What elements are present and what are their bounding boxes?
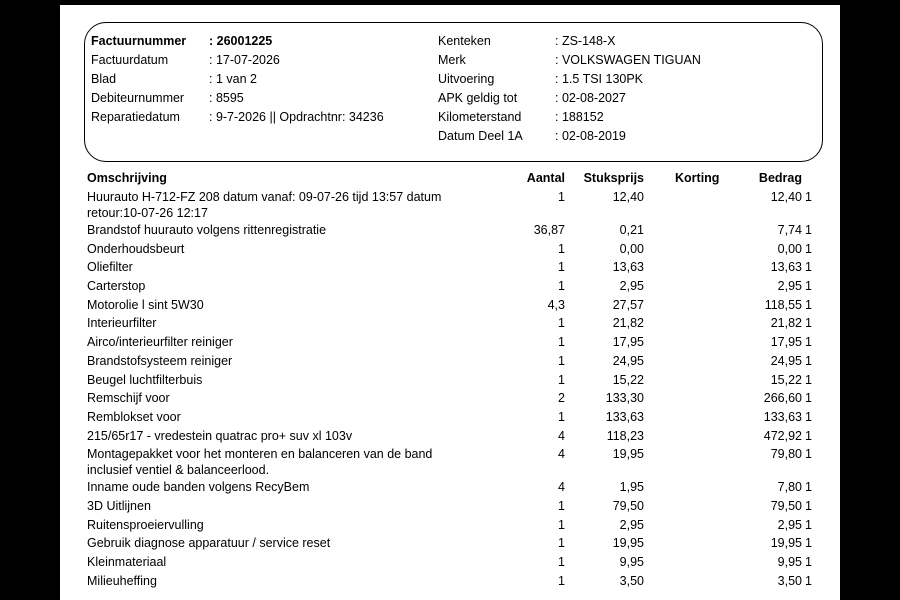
line-vat-code: 1 — [805, 241, 812, 256]
invoice-page — [60, 5, 840, 600]
line-quantity: 1 — [558, 241, 565, 256]
line-unit-price: 0,21 — [619, 223, 644, 237]
mileage-value: : 188152 — [555, 110, 604, 124]
line-unit-price: 17,95 — [612, 335, 644, 350]
line-amount: 24,95 — [770, 353, 802, 368]
apk-valid-label: APK geldig tot — [438, 91, 518, 105]
line-unit-price: 12,40 — [612, 190, 644, 204]
debtor-number-label: Debiteurnummer — [91, 91, 185, 105]
line-description: Interieurfilter — [87, 316, 157, 331]
line-vat-code: 1 — [805, 316, 812, 331]
line-vat-code: 1 — [805, 536, 812, 551]
line-quantity: 1 — [558, 316, 565, 331]
line-description: Airco/interieurfilter reiniger — [87, 335, 233, 350]
line-amount: 9,95 — [777, 555, 802, 569]
line-quantity: 1 — [558, 409, 565, 424]
line-amount: 7,80 — [777, 480, 802, 495]
table-row — [60, 334, 840, 353]
line-vat-code: 1 — [805, 353, 812, 368]
line-amount: 2,95 — [777, 279, 802, 294]
table-row — [60, 479, 840, 498]
table-row — [60, 446, 840, 479]
brand-value: : VOLKSWAGEN TIGUAN — [555, 53, 701, 67]
line-unit-price: 1,95 — [619, 480, 644, 495]
line-unit-price: 24,95 — [612, 353, 644, 368]
table-row — [60, 241, 840, 260]
line-quantity: 1 — [558, 498, 565, 513]
license-plate-label: Kenteken — [438, 34, 491, 48]
table-row — [60, 573, 840, 592]
line-vat-code: 1 — [805, 409, 812, 424]
line-description: Brandstof huurauto volgens rittenregistratie — [87, 223, 327, 237]
line-amount: 0,00 — [777, 241, 802, 256]
repair-date-label: Reparatiedatum — [91, 110, 180, 124]
line-unit-price: 2,95 — [619, 517, 644, 532]
line-amount: 79,80 — [770, 447, 802, 462]
table-row — [60, 498, 840, 517]
table-row — [60, 554, 840, 573]
line-amount: 7,74 — [777, 223, 802, 237]
line-quantity: 1 — [558, 279, 565, 294]
line-vat-code: 1 — [805, 297, 812, 312]
page-value: : 1 van 2 — [209, 72, 257, 86]
line-amount: 19,95 — [770, 536, 802, 551]
table-row — [60, 372, 840, 391]
line-quantity: 2 — [558, 391, 565, 406]
line-quantity: 1 — [558, 517, 565, 532]
debtor-number-value: : 8595 — [209, 91, 244, 105]
line-unit-price: 133,30 — [605, 391, 644, 406]
line-quantity: 4 — [558, 480, 565, 495]
column-header-amount: Bedrag — [758, 171, 802, 185]
line-unit-price: 19,95 — [612, 536, 644, 551]
line-description: Brandstofsysteem reiniger — [87, 353, 233, 368]
line-description: Milieuheffing — [87, 573, 157, 588]
line-quantity: 1 — [558, 372, 565, 387]
line-quantity: 1 — [558, 260, 565, 275]
table-row — [60, 517, 840, 536]
line-quantity: 1 — [558, 555, 565, 569]
line-description: Remblokset voor — [87, 409, 181, 424]
line-vat-code: 1 — [805, 428, 812, 443]
invoice-lines — [60, 189, 840, 591]
line-unit-price: 19,95 — [612, 447, 644, 462]
line-quantity: 1 — [558, 353, 565, 368]
line-amount: 79,50 — [770, 498, 802, 513]
line-unit-price: 3,50 — [619, 573, 644, 588]
line-quantity: 36,87 — [533, 223, 565, 237]
table-row — [60, 222, 840, 241]
line-description: Kleinmateriaal — [87, 555, 167, 569]
table-row — [60, 353, 840, 372]
line-amount: 2,95 — [777, 517, 802, 532]
line-amount: 15,22 — [770, 372, 802, 387]
line-description: Onderhoudsbeurt — [87, 241, 185, 256]
line-vat-code: 1 — [805, 391, 812, 406]
line-quantity: 1 — [558, 190, 565, 204]
registration-date-value: : 02-08-2019 — [555, 129, 626, 143]
column-header-description: Omschrijving — [87, 171, 167, 185]
line-vat-code: 1 — [805, 223, 812, 237]
line-vat-code: 1 — [805, 279, 812, 294]
table-row — [60, 189, 840, 222]
line-amount: 472,92 — [763, 428, 802, 443]
line-vat-code: 1 — [805, 335, 812, 350]
line-unit-price: 0,00 — [619, 241, 644, 256]
line-amount: 17,95 — [770, 335, 802, 350]
invoice-date-value: : 17-07-2026 — [209, 53, 280, 67]
line-quantity: 4 — [558, 447, 565, 462]
table-row — [60, 390, 840, 409]
line-unit-price: 21,82 — [612, 316, 644, 331]
line-quantity: 1 — [558, 536, 565, 551]
invoice-header-box — [84, 22, 823, 162]
line-unit-price: 2,95 — [619, 279, 644, 294]
line-vat-code: 1 — [805, 447, 812, 462]
line-description: Montagepakket voor het monteren en balanceren van de band inclusief ventiel & balanceerlood. — [87, 447, 433, 478]
line-description: Gebruik diagnose apparatuur / service reset — [87, 536, 331, 551]
registration-date-label: Datum Deel 1A — [438, 129, 523, 143]
line-quantity: 4,3 — [547, 297, 565, 312]
line-quantity: 4 — [558, 428, 565, 443]
column-header-discount: Korting — [675, 171, 720, 185]
line-amount: 3,50 — [777, 573, 802, 588]
line-vat-code: 1 — [805, 260, 812, 275]
version-label: Uitvoering — [438, 72, 495, 86]
line-description: Beugel luchtfilterbuis — [87, 372, 203, 387]
brand-label: Merk — [438, 53, 466, 67]
line-vat-code: 1 — [805, 498, 812, 513]
line-unit-price: 15,22 — [612, 372, 644, 387]
line-unit-price: 133,63 — [605, 409, 644, 424]
table-row — [60, 315, 840, 334]
version-value: : 1.5 TSI 130PK — [555, 72, 644, 86]
mileage-label: Kilometerstand — [438, 110, 522, 124]
table-row — [60, 278, 840, 297]
line-quantity: 1 — [558, 573, 565, 588]
line-unit-price: 13,63 — [612, 260, 644, 275]
repair-date-value: : 9-7-2026 || Opdrachtnr: 34236 — [209, 110, 384, 124]
line-amount: 133,63 — [763, 409, 802, 424]
line-vat-code: 1 — [805, 372, 812, 387]
invoice-number-label: Factuurnummer — [91, 34, 187, 48]
column-header-quantity: Aantal — [526, 171, 565, 185]
page-label: Blad — [91, 72, 117, 86]
line-description: Inname oude banden volgens RecyBem — [87, 480, 310, 495]
line-description: Oliefilter — [87, 260, 133, 275]
table-row — [60, 297, 840, 316]
license-plate-value: : ZS-148-X — [555, 34, 616, 48]
line-vat-code: 1 — [805, 555, 812, 569]
table-row — [60, 428, 840, 447]
line-amount: 266,60 — [763, 391, 802, 406]
column-header-unit-price: Stuksprijs — [583, 171, 644, 185]
table-row — [60, 409, 840, 428]
line-description: Huurauto H-712-FZ 208 datum vanaf: 09-07-26 tijd 13:57 datum retour:10-07-26 12:17 — [87, 190, 442, 220]
line-vat-code: 1 — [805, 573, 812, 588]
apk-valid-value: : 02-08-2027 — [555, 91, 626, 105]
line-unit-price: 118,23 — [606, 428, 644, 443]
line-unit-price: 27,57 — [612, 297, 644, 312]
line-description: Motorolie l sint 5W30 — [87, 297, 204, 312]
line-amount: 12,40 — [770, 190, 802, 204]
table-row — [60, 535, 840, 554]
table-row — [60, 259, 840, 278]
line-description: Carterstop — [87, 279, 146, 294]
line-unit-price: 79,50 — [612, 498, 644, 513]
line-amount: 118,55 — [764, 297, 802, 312]
line-amount: 21,82 — [770, 316, 802, 331]
line-description: Ruitensproeiervulling — [87, 517, 204, 532]
line-vat-code: 1 — [805, 517, 812, 532]
line-vat-code: 1 — [805, 480, 812, 495]
line-description: 3D Uitlijnen — [87, 498, 151, 513]
invoice-number-value: : 26001225 — [209, 34, 273, 48]
line-description: Remschijf voor — [87, 391, 170, 406]
line-unit-price: 9,95 — [619, 555, 644, 569]
line-amount: 13,63 — [770, 260, 802, 275]
line-vat-code: 1 — [805, 190, 812, 204]
invoice-date-label: Factuurdatum — [91, 53, 169, 67]
line-quantity: 1 — [558, 335, 565, 350]
line-description: 215/65r17 - vredestein quatrac pro+ suv xl 103v — [87, 428, 353, 443]
